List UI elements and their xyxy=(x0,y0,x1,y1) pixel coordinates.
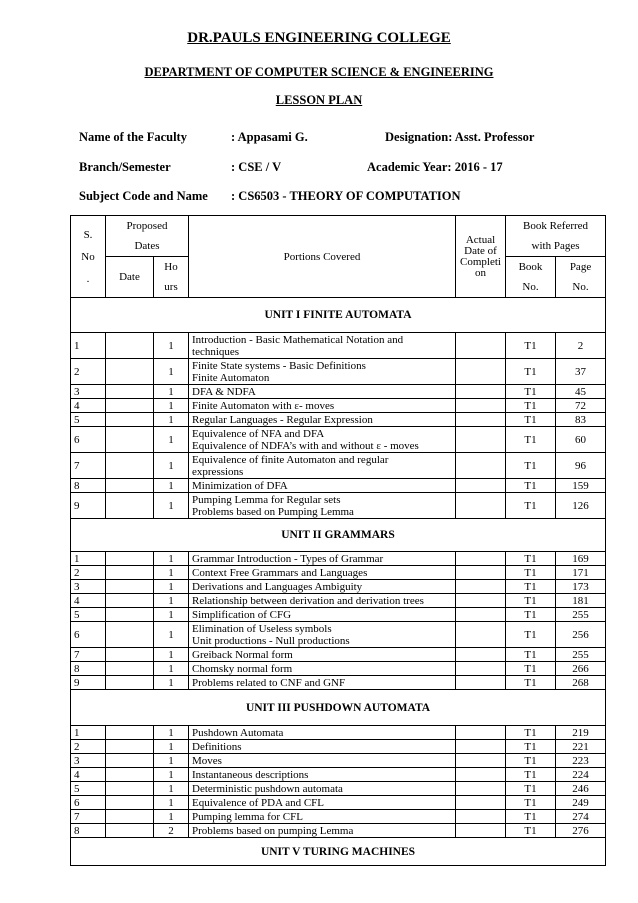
row-number: 6 xyxy=(71,796,106,810)
row-portions xyxy=(189,427,456,453)
table-row xyxy=(71,740,606,754)
header-date: Date xyxy=(106,257,154,298)
portion-line: Pushdown Automata xyxy=(192,726,284,739)
subject-label: Subject Code and Name xyxy=(79,189,208,203)
row-portions xyxy=(189,493,456,519)
row-page: 45 xyxy=(556,385,606,399)
table-row xyxy=(71,594,606,608)
row-book: T1 xyxy=(506,413,556,427)
row-hours: 1 xyxy=(154,493,189,519)
row-hours: 1 xyxy=(154,359,189,385)
row-number: 8 xyxy=(71,479,106,493)
row-actual-date xyxy=(456,648,506,662)
unit-title: UNIT I FINITE AUTOMATA xyxy=(71,298,606,333)
row-actual-date xyxy=(456,726,506,740)
portion-line: Equivalence of PDA and CFL xyxy=(192,796,324,809)
row-page: 72 xyxy=(556,399,606,413)
row-number: 7 xyxy=(71,453,106,479)
row-page: 181 xyxy=(556,594,606,608)
table-row xyxy=(71,479,606,493)
row-number: 3 xyxy=(71,580,106,594)
row-actual-date xyxy=(456,740,506,754)
row-page: 223 xyxy=(556,754,606,768)
row-portions xyxy=(189,740,456,754)
row-book: T1 xyxy=(506,740,556,754)
row-date xyxy=(106,385,154,399)
portion-line: Context Free Grammars and Languages xyxy=(192,566,368,579)
row-portions xyxy=(189,385,456,399)
row-book: T1 xyxy=(506,580,556,594)
table-row xyxy=(71,648,606,662)
row-page: 2 xyxy=(556,333,606,359)
academic-year: Academic Year: 2016 - 17 xyxy=(367,160,503,174)
unit-header-row xyxy=(71,298,606,333)
row-portions xyxy=(189,594,456,608)
row-book: T1 xyxy=(506,385,556,399)
row-portions xyxy=(189,359,456,385)
table-row xyxy=(71,726,606,740)
row-book: T1 xyxy=(506,399,556,413)
row-actual-date xyxy=(456,566,506,580)
portion-line: Pumping lemma for CFL xyxy=(192,810,303,823)
header-proposed-dates: Proposed Dates xyxy=(106,216,189,257)
row-page: 221 xyxy=(556,740,606,754)
row-hours: 1 xyxy=(154,333,189,359)
row-actual-date xyxy=(456,782,506,796)
row-page: 169 xyxy=(556,552,606,566)
row-book: T1 xyxy=(506,648,556,662)
row-page: 96 xyxy=(556,453,606,479)
row-book: T1 xyxy=(506,768,556,782)
row-number: 9 xyxy=(71,676,106,690)
row-actual-date xyxy=(456,580,506,594)
portion-line: Finite Automaton xyxy=(192,371,270,384)
row-hours: 1 xyxy=(154,385,189,399)
row-portions xyxy=(189,768,456,782)
row-date xyxy=(106,580,154,594)
table-row xyxy=(71,453,606,479)
row-book: T1 xyxy=(506,796,556,810)
row-hours: 1 xyxy=(154,479,189,493)
row-number: 2 xyxy=(71,740,106,754)
unit-header-row xyxy=(71,838,606,866)
portion-line: Pumping Lemma for Regular sets xyxy=(192,493,341,506)
row-actual-date xyxy=(456,479,506,493)
table-row xyxy=(71,493,606,519)
row-number: 9 xyxy=(71,493,106,519)
row-page: 37 xyxy=(556,359,606,385)
row-hours: 1 xyxy=(154,552,189,566)
row-number: 5 xyxy=(71,413,106,427)
row-book: T1 xyxy=(506,359,556,385)
branch-value: : CSE / V xyxy=(231,160,282,174)
unit-header-row xyxy=(71,519,606,552)
subject-value: : CS6503 - THEORY OF COMPUTATION xyxy=(231,189,461,203)
row-portions xyxy=(189,566,456,580)
row-page: 83 xyxy=(556,413,606,427)
portion-line: Elimination of Useless symbols xyxy=(192,622,332,635)
row-portions xyxy=(189,648,456,662)
row-date xyxy=(106,824,154,838)
header-page-no: Page No. xyxy=(556,257,606,298)
portion-line: Definitions xyxy=(192,740,242,753)
row-number: 3 xyxy=(71,754,106,768)
row-number: 2 xyxy=(71,359,106,385)
table-row xyxy=(71,676,606,690)
row-actual-date xyxy=(456,385,506,399)
unit-title: UNIT II GRAMMARS xyxy=(71,519,606,552)
portion-line: Moves xyxy=(192,754,222,767)
row-date xyxy=(106,427,154,453)
row-portions xyxy=(189,796,456,810)
row-book: T1 xyxy=(506,754,556,768)
table-row xyxy=(71,662,606,676)
row-hours: 1 xyxy=(154,648,189,662)
row-portions xyxy=(189,413,456,427)
portion-line: DFA & NDFA xyxy=(192,385,256,398)
row-date xyxy=(106,754,154,768)
row-actual-date xyxy=(456,333,506,359)
row-number: 3 xyxy=(71,385,106,399)
row-page: 249 xyxy=(556,796,606,810)
portion-line: Finite State systems - Basic Definitions xyxy=(192,359,366,372)
row-portions xyxy=(189,580,456,594)
portion-line: Equivalence of NDFA’s with and without ε - moves xyxy=(192,439,419,452)
portion-line: expressions xyxy=(192,465,244,478)
table-row xyxy=(71,608,606,622)
row-hours: 1 xyxy=(154,427,189,453)
row-page: 219 xyxy=(556,726,606,740)
row-number: 6 xyxy=(71,622,106,648)
table-row xyxy=(71,768,606,782)
row-book: T1 xyxy=(506,493,556,519)
row-hours: 1 xyxy=(154,726,189,740)
row-date xyxy=(106,768,154,782)
portion-line: Grammar Introduction - Types of Grammar xyxy=(192,552,384,565)
row-date xyxy=(106,810,154,824)
row-date xyxy=(106,608,154,622)
row-date xyxy=(106,413,154,427)
table-row xyxy=(71,333,606,359)
row-actual-date xyxy=(456,427,506,453)
row-number: 4 xyxy=(71,399,106,413)
portion-line: Chomsky normal form xyxy=(192,662,293,675)
row-hours: 1 xyxy=(154,413,189,427)
row-hours: 1 xyxy=(154,768,189,782)
row-book: T1 xyxy=(506,566,556,580)
row-hours: 1 xyxy=(154,594,189,608)
row-date xyxy=(106,594,154,608)
row-date xyxy=(106,782,154,796)
row-page: 255 xyxy=(556,648,606,662)
row-date xyxy=(106,399,154,413)
row-hours: 1 xyxy=(154,662,189,676)
row-number: 2 xyxy=(71,566,106,580)
row-actual-date xyxy=(456,552,506,566)
row-actual-date xyxy=(456,810,506,824)
portion-line: Greiback Normal form xyxy=(192,648,293,661)
faculty-value: : Appasami G. xyxy=(231,130,308,144)
row-portions xyxy=(189,782,456,796)
row-book: T1 xyxy=(506,453,556,479)
row-portions xyxy=(189,824,456,838)
unit-header-row xyxy=(71,690,606,726)
row-actual-date xyxy=(456,768,506,782)
row-number: 5 xyxy=(71,608,106,622)
row-number: 7 xyxy=(71,648,106,662)
row-page: 126 xyxy=(556,493,606,519)
portion-line: Derivations and Languages Ambiguity xyxy=(192,580,363,593)
designation: Designation: Asst. Professor xyxy=(385,130,535,144)
row-hours: 1 xyxy=(154,453,189,479)
portion-line: Introduction - Basic Mathematical Notation and xyxy=(192,333,404,346)
portion-line: Equivalence of NFA and DFA xyxy=(192,427,325,440)
row-book: T1 xyxy=(506,552,556,566)
faculty-label: Name of the Faculty xyxy=(79,130,187,144)
row-number: 8 xyxy=(71,662,106,676)
portion-line: Problems based on pumping Lemma xyxy=(192,824,354,837)
table-row xyxy=(71,754,606,768)
row-hours: 1 xyxy=(154,754,189,768)
row-book: T1 xyxy=(506,479,556,493)
row-date xyxy=(106,648,154,662)
table-row xyxy=(71,399,606,413)
portion-line: Unit productions - Null productions xyxy=(192,634,350,647)
portion-line: Instantaneous descriptions xyxy=(192,768,309,781)
row-date xyxy=(106,676,154,690)
portion-line: Simplification of CFG xyxy=(192,608,292,621)
college-name: DR.PAULS ENGINEERING COLLEGE xyxy=(187,30,451,46)
row-actual-date xyxy=(456,493,506,519)
row-actual-date xyxy=(456,594,506,608)
table-row xyxy=(71,385,606,399)
row-actual-date xyxy=(456,622,506,648)
table-row xyxy=(71,824,606,838)
row-page: 266 xyxy=(556,662,606,676)
row-page: 246 xyxy=(556,782,606,796)
branch-label: Branch/Semester xyxy=(79,160,171,174)
row-hours: 1 xyxy=(154,580,189,594)
row-date xyxy=(106,726,154,740)
row-page: 276 xyxy=(556,824,606,838)
row-portions xyxy=(189,479,456,493)
row-book: T1 xyxy=(506,676,556,690)
row-date xyxy=(106,333,154,359)
row-hours: 1 xyxy=(154,782,189,796)
row-portions xyxy=(189,552,456,566)
row-date xyxy=(106,493,154,519)
row-book: T1 xyxy=(506,782,556,796)
row-number: 4 xyxy=(71,768,106,782)
row-book: T1 xyxy=(506,726,556,740)
table-row xyxy=(71,622,606,648)
row-hours: 1 xyxy=(154,608,189,622)
header-hours: Ho urs xyxy=(154,257,189,298)
row-actual-date xyxy=(456,796,506,810)
row-portions xyxy=(189,810,456,824)
lesson-plan-table xyxy=(70,215,606,866)
row-hours: 2 xyxy=(154,824,189,838)
row-page: 224 xyxy=(556,768,606,782)
row-page: 268 xyxy=(556,676,606,690)
row-date xyxy=(106,622,154,648)
row-actual-date xyxy=(456,824,506,838)
row-hours: 1 xyxy=(154,399,189,413)
row-actual-date xyxy=(456,413,506,427)
row-portions xyxy=(189,399,456,413)
table-row xyxy=(71,810,606,824)
row-actual-date xyxy=(456,754,506,768)
header-book-no: Book No. xyxy=(506,257,556,298)
portion-line: Relationship between derivation and derivation trees xyxy=(192,594,424,607)
row-book: T1 xyxy=(506,594,556,608)
row-hours: 1 xyxy=(154,676,189,690)
row-number: 4 xyxy=(71,594,106,608)
department-name: DEPARTMENT OF COMPUTER SCIENCE & ENGINEERING xyxy=(144,65,494,79)
table-row xyxy=(71,566,606,580)
portion-line: Finite Automaton with ε- moves xyxy=(192,399,335,412)
row-page: 159 xyxy=(556,479,606,493)
row-book: T1 xyxy=(506,333,556,359)
row-actual-date xyxy=(456,608,506,622)
row-page: 60 xyxy=(556,427,606,453)
row-number: 1 xyxy=(71,726,106,740)
row-number: 6 xyxy=(71,427,106,453)
unit-title: UNIT V TURING MACHINES xyxy=(71,838,606,866)
portion-line: Problems related to CNF and GNF xyxy=(192,676,346,689)
row-date xyxy=(106,566,154,580)
row-portions xyxy=(189,608,456,622)
row-book: T1 xyxy=(506,427,556,453)
row-book: T1 xyxy=(506,824,556,838)
row-date xyxy=(106,662,154,676)
row-number: 8 xyxy=(71,824,106,838)
portion-line: Problems based on Pumping Lemma xyxy=(192,505,354,518)
portion-line: techniques xyxy=(192,345,240,358)
row-page: 171 xyxy=(556,566,606,580)
row-hours: 1 xyxy=(154,740,189,754)
row-number: 7 xyxy=(71,810,106,824)
row-page: 256 xyxy=(556,622,606,648)
row-portions xyxy=(189,676,456,690)
header-actual-date: Actual Date of Completi on xyxy=(456,216,506,298)
row-date xyxy=(106,552,154,566)
row-book: T1 xyxy=(506,662,556,676)
header-book-referred: Book Referred with Pages xyxy=(506,216,606,257)
portion-line: Minimization of DFA xyxy=(192,479,288,492)
row-date xyxy=(106,479,154,493)
row-actual-date xyxy=(456,399,506,413)
table-row xyxy=(71,552,606,566)
row-portions xyxy=(189,662,456,676)
table-row xyxy=(71,413,606,427)
row-hours: 1 xyxy=(154,566,189,580)
row-actual-date xyxy=(456,359,506,385)
table-row xyxy=(71,796,606,810)
portion-line: Equivalence of finite Automaton and regular xyxy=(192,453,389,466)
header-sno: S. No . xyxy=(71,216,106,298)
row-portions xyxy=(189,453,456,479)
table-row xyxy=(71,580,606,594)
row-book: T1 xyxy=(506,810,556,824)
row-portions xyxy=(189,726,456,740)
row-hours: 1 xyxy=(154,796,189,810)
table-row xyxy=(71,359,606,385)
row-page: 274 xyxy=(556,810,606,824)
row-page: 255 xyxy=(556,608,606,622)
row-number: 1 xyxy=(71,552,106,566)
portion-line: Regular Languages - Regular Expression xyxy=(192,413,373,426)
row-number: 1 xyxy=(71,333,106,359)
row-portions xyxy=(189,622,456,648)
row-portions xyxy=(189,333,456,359)
row-book: T1 xyxy=(506,608,556,622)
row-actual-date xyxy=(456,676,506,690)
row-date xyxy=(106,453,154,479)
table-row xyxy=(71,782,606,796)
row-actual-date xyxy=(456,662,506,676)
unit-title: UNIT III PUSHDOWN AUTOMATA xyxy=(71,690,606,726)
row-number: 5 xyxy=(71,782,106,796)
row-hours: 1 xyxy=(154,810,189,824)
row-portions xyxy=(189,754,456,768)
row-date xyxy=(106,359,154,385)
row-date xyxy=(106,796,154,810)
portion-line: Deterministic pushdown automata xyxy=(192,782,343,795)
row-book: T1 xyxy=(506,622,556,648)
row-page: 173 xyxy=(556,580,606,594)
row-date xyxy=(106,740,154,754)
document-title: LESSON PLAN xyxy=(275,93,363,107)
row-actual-date xyxy=(456,453,506,479)
row-hours: 1 xyxy=(154,622,189,648)
header-portions: Portions Covered xyxy=(189,216,456,298)
table-row xyxy=(71,427,606,453)
